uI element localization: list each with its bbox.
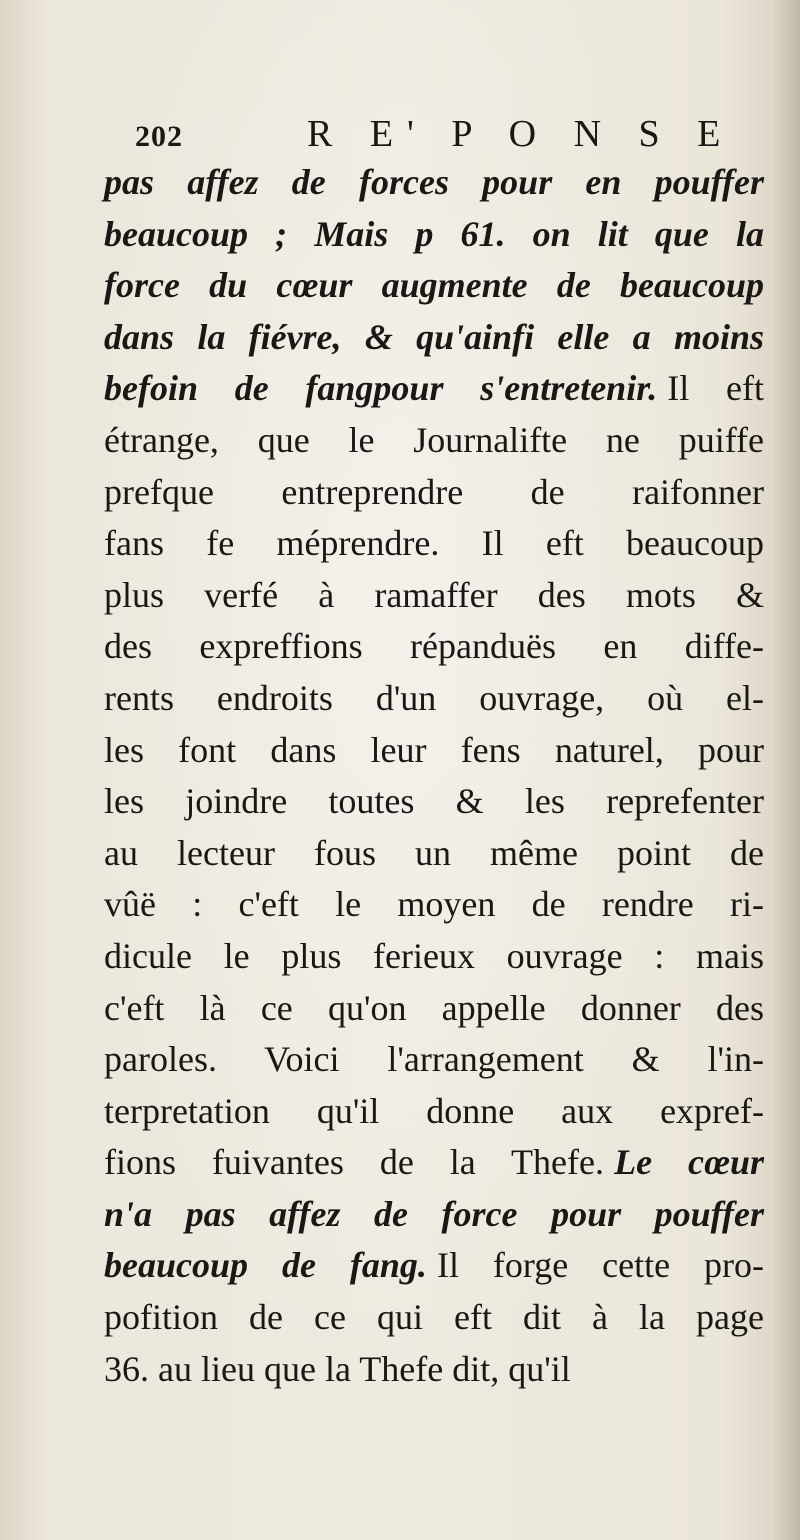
- roman-text: vûë : c'eft le moyen de rendre ri-: [104, 884, 764, 925]
- roman-text: fans fe méprendre. Il eft beaucoup: [104, 523, 764, 564]
- italic-text: beaucoup de fang.: [104, 1245, 427, 1286]
- roman-text: fions fuivantes de la Thefe.: [104, 1142, 604, 1183]
- roman-text: Il eft: [667, 368, 764, 409]
- running-head: R E' P O N S E: [307, 113, 735, 155]
- roman-text: 36. au lieu que la Thefe dit, qu'il: [104, 1348, 571, 1389]
- text-line: [104, 1086, 764, 1138]
- italic-text: force du cœur augmente de beaucoup: [104, 265, 764, 306]
- roman-text: prefque entreprendre de raifonner: [104, 471, 764, 512]
- text-line: [104, 467, 764, 519]
- text-line: [104, 621, 764, 673]
- text-line: [104, 518, 764, 570]
- text-line: [104, 260, 764, 312]
- roman-text: dicule le plus ferieux ouvrage : mais: [104, 935, 764, 976]
- text-line: [104, 312, 764, 364]
- page-header: [135, 112, 765, 158]
- text-line: [104, 673, 764, 725]
- text-line: [104, 725, 764, 777]
- page-number: 202: [135, 120, 183, 153]
- text-line: [104, 1034, 764, 1086]
- text-line: [104, 415, 764, 467]
- roman-text: Il forge cette pro-: [436, 1245, 764, 1286]
- roman-text: rents endroits d'un ouvrage, où el-: [104, 677, 764, 718]
- text-line: [104, 363, 764, 415]
- text-line: [104, 879, 764, 931]
- roman-text: les font dans leur fens naturel, pour: [104, 729, 764, 770]
- text-line: [104, 828, 764, 880]
- page-edge-shadow: [772, 0, 800, 1540]
- text-line: [104, 1344, 764, 1396]
- roman-text: étrange, que le Journalifte ne puiffe: [104, 419, 764, 460]
- text-line: [104, 209, 764, 261]
- text-line: [104, 1189, 764, 1241]
- body-text: [104, 157, 764, 1395]
- roman-text: au lecteur fous un même point de: [104, 832, 764, 873]
- text-line: [104, 157, 764, 209]
- italic-text: dans la fiévre, & qu'ainfi elle a moins: [104, 316, 764, 357]
- italic-text: pas affez de forces pour en pouffer: [104, 162, 764, 202]
- italic-text: n'a pas affez de force pour pouffer: [104, 1193, 764, 1234]
- text-line: [104, 931, 764, 983]
- italic-text: Le cœur: [614, 1142, 765, 1183]
- text-line: [104, 570, 764, 622]
- text-line: [104, 776, 764, 828]
- roman-text: des expreffions répanduës en diffe-: [104, 626, 764, 667]
- text-line: [104, 1137, 764, 1189]
- italic-text: befoin de fangpour s'entretenir.: [104, 368, 658, 409]
- roman-text: paroles. Voici l'arrangement & l'in-: [104, 1039, 764, 1080]
- roman-text: plus verfé à ramaffer des mots &: [104, 574, 764, 615]
- roman-text: pofition de ce qui eft dit à la page: [104, 1297, 764, 1338]
- text-line: [104, 1240, 764, 1292]
- roman-text: terpretation qu'il donne aux expref-: [104, 1090, 764, 1131]
- text-line: [104, 983, 764, 1035]
- roman-text: les joindre toutes & les reprefenter: [104, 781, 764, 822]
- text-line: [104, 1292, 764, 1344]
- italic-text: beaucoup ; Mais p 61. on lit que la: [104, 213, 764, 254]
- roman-text: c'eft là ce qu'on appelle donner des: [104, 987, 764, 1028]
